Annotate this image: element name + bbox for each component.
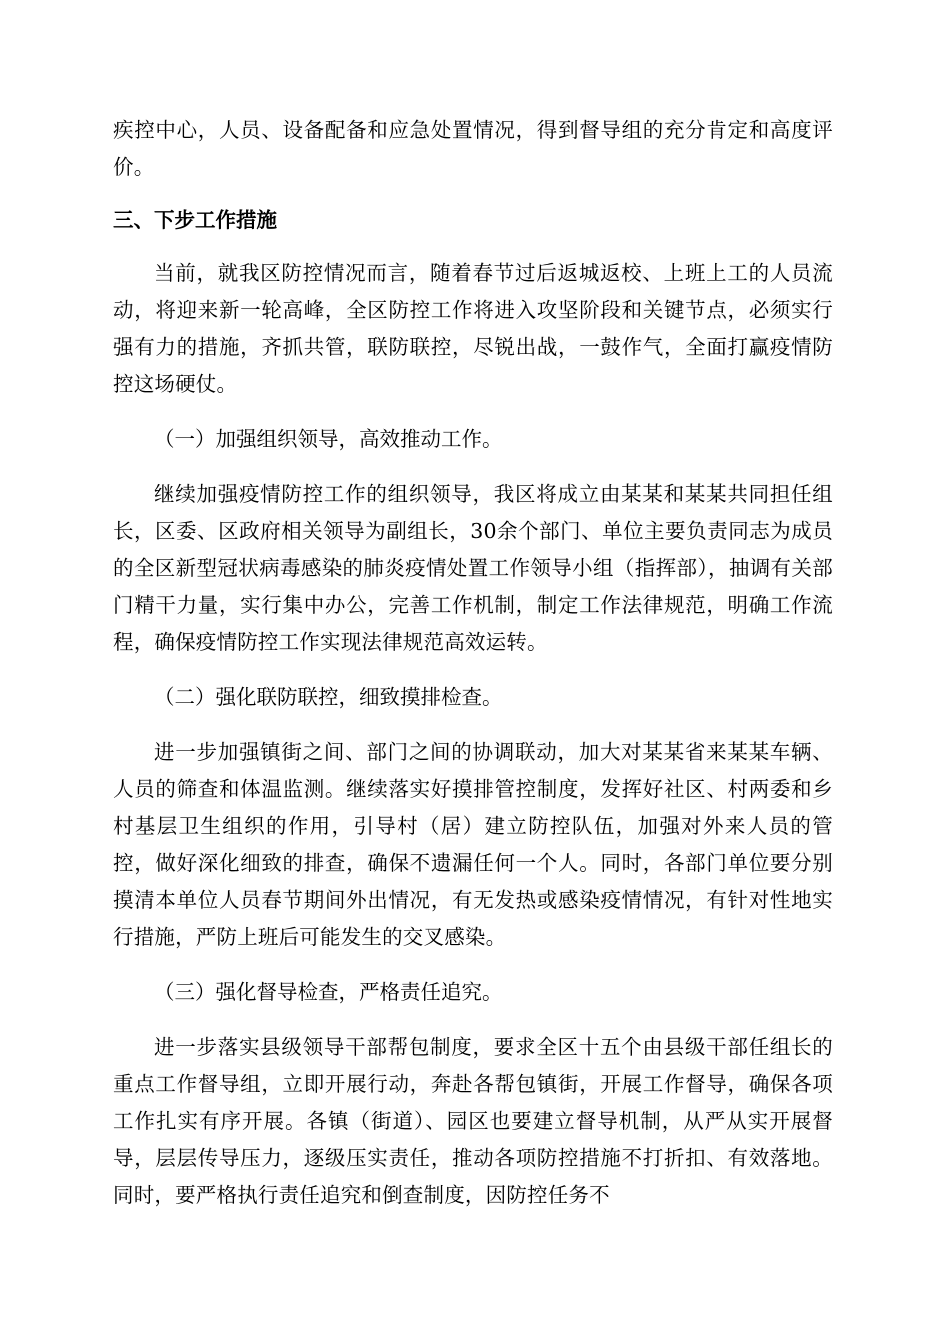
subheading-3: （三）强化督导检查，严格责任追究。 bbox=[154, 980, 503, 1004]
section-heading: 三、下步工作措施 bbox=[113, 208, 277, 232]
paragraph-sub3: 进一步落实县级领导干部帮包制度，要求全区十五个由县级干部任组长的重点工作督导组，立即开展行动，奔赴各帮包镇街，开展工作督导，确保各项工作扎实有序开展。各镇（街道）、园区也要建立督导机制，从严从实开展督导，层层传导压力，逐级压实责任，推动各项防控措施不打折扣、有效落地。同时，要严格执行责任追究和倒查制度，因防控任务不 bbox=[113, 1035, 833, 1207]
paragraph-sub1: 继续加强疫情防控工作的组织领导，我区将成立由某某和某某共同担任组长，区委、区政府相关领导为副组长，30余个部门、单位主要负责同志为成员的全区新型冠状病毒感染的肺炎疫情处置工作领导小组（指挥部），抽调有关部门精干力量，实行集中办公，完善工作机制，制定工作法律规范，明确工作流程，确保疫情防控工作实现法律规范高效运转。 bbox=[113, 482, 833, 654]
document-body bbox=[113, 112, 833, 1214]
paragraph-sub2: 进一步加强镇街之间、部门之间的协调联动，加大对某某省来某某车辆、人员的筛查和体温监测。继续落实好摸排管控制度，发挥好社区、村两委和乡村基层卫生组织的作用，引导村（居）建立防控队伍，加强对外来人员的管控，做好深化细致的排查，确保不遗漏任何一个人。同时，各部门单位要分别摸清本单位人员春节期间外出情况，有无发热或感染疫情情况，有针对性地实行措施，严防上班后可能发生的交叉感染。 bbox=[113, 740, 833, 949]
subheading-2: （二）强化联防联控，细致摸排检查。 bbox=[154, 685, 503, 709]
paragraph-intro: 疾控中心，人员、设备配备和应急处置情况，得到督导组的充分肯定和高度评价。 bbox=[113, 118, 833, 179]
paragraph-current-situation: 当前，就我区防控情况而言，随着春节过后返城返校、上班上工的人员流动，将迎来新一轮高峰，全区防控工作将进入攻坚阶段和关键节点，必须实行强有力的措施，齐抓共管，联防联控，尽锐出战，一鼓作气，全面打赢疫情防控这场硬仗。 bbox=[113, 261, 833, 396]
subheading-1: （一）加强组织领导，高效推动工作。 bbox=[154, 427, 503, 451]
